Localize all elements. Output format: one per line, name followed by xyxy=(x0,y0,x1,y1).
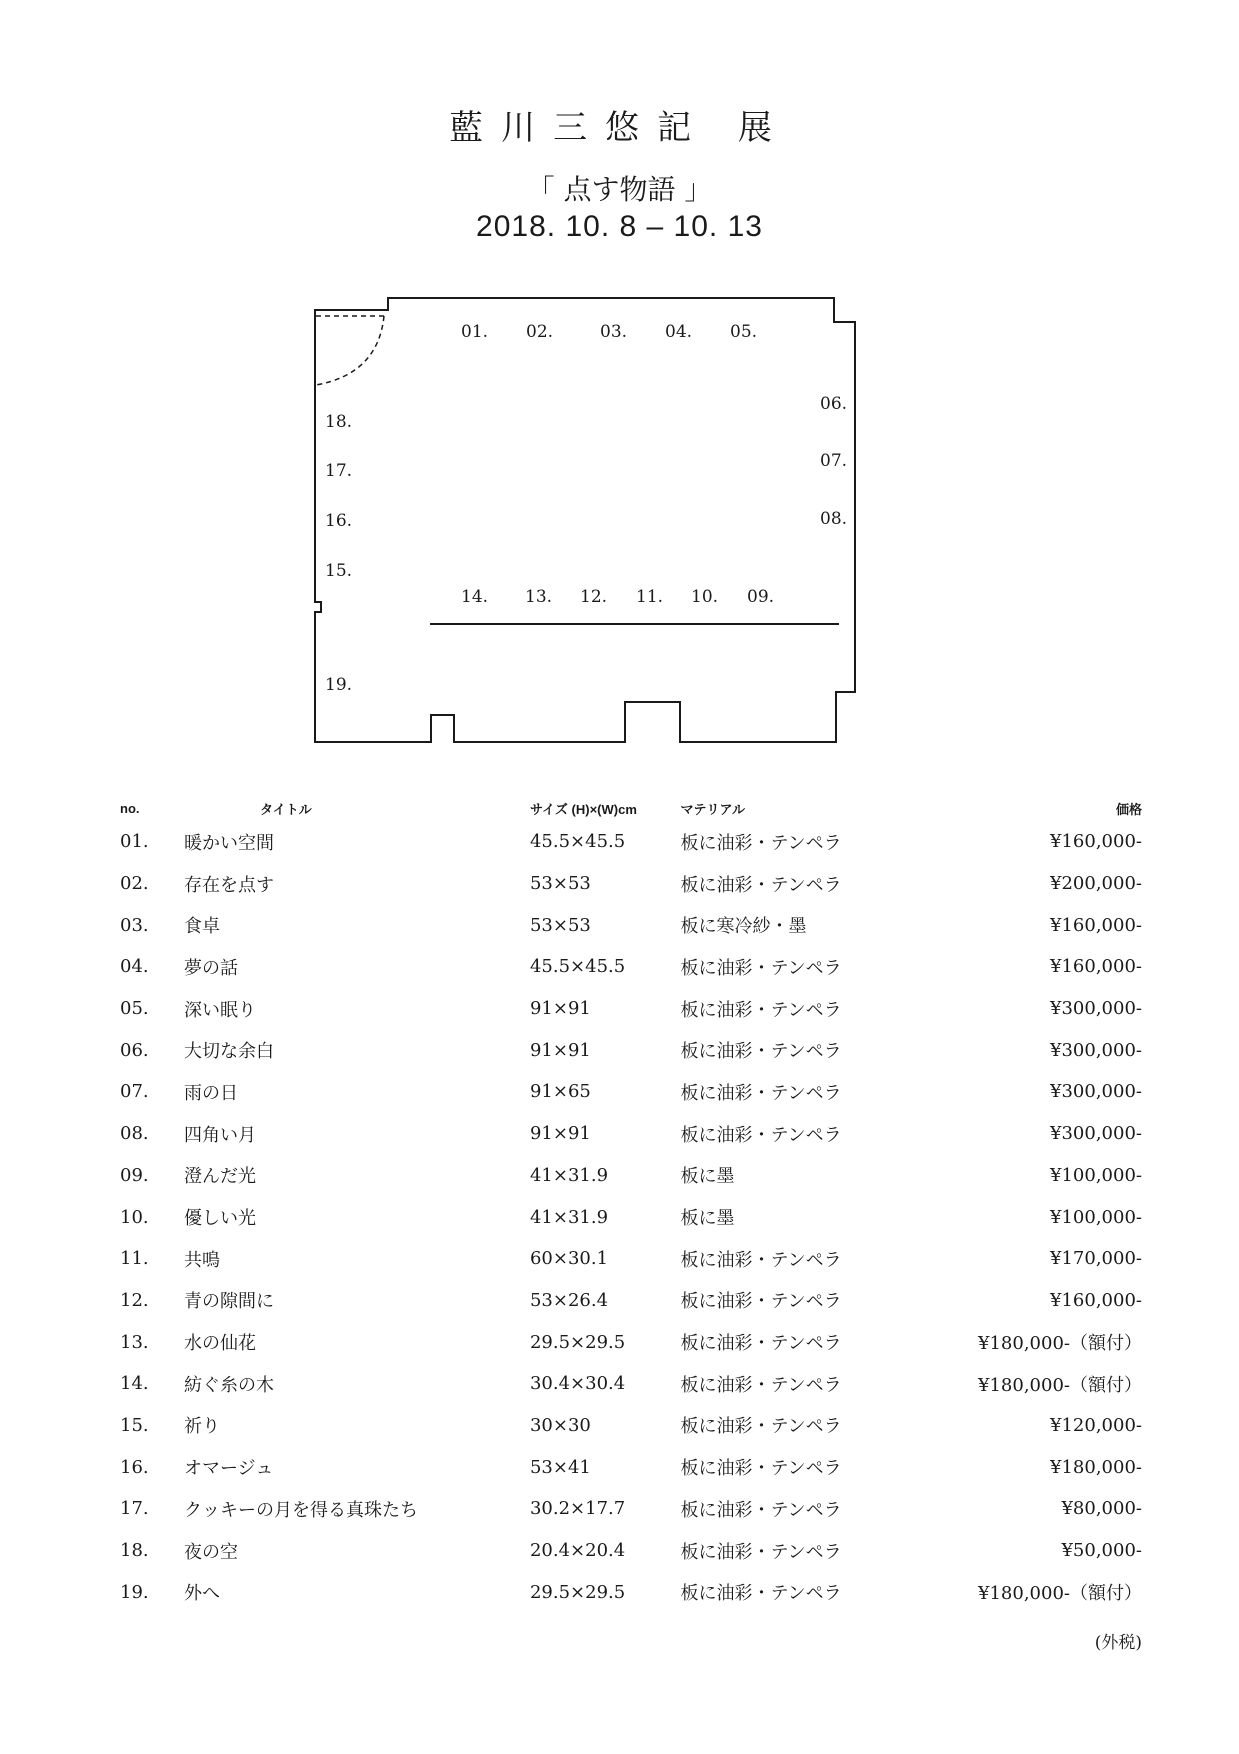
position-label: 12. xyxy=(580,587,608,607)
artwork-no: 02. xyxy=(120,873,149,895)
artwork-material: 板に油彩・テンペラ xyxy=(680,1416,842,1438)
position-label: 06. xyxy=(820,394,848,414)
artwork-size: 53×53 xyxy=(529,873,591,895)
position-label: 04. xyxy=(665,322,693,342)
table-row xyxy=(120,1238,1142,1280)
artwork-material: 板に墨 xyxy=(680,1208,735,1230)
table-row xyxy=(120,821,1142,863)
price-list-body xyxy=(120,821,1142,1613)
position-label: 07. xyxy=(820,451,848,471)
position-label: 05. xyxy=(730,322,758,342)
header-no: no. xyxy=(120,800,140,816)
artwork-material: 板に油彩・テンペラ xyxy=(680,999,842,1021)
artwork-size: 41×31.9 xyxy=(529,1164,609,1186)
artwork-title: 食卓 xyxy=(184,916,221,938)
artwork-price: ¥100,000- xyxy=(1050,1164,1142,1186)
artwork-title: 澄んだ光 xyxy=(184,1166,257,1188)
artwork-no: 05. xyxy=(120,998,149,1020)
table-row xyxy=(120,1488,1142,1530)
artwork-title: 外へ xyxy=(184,1583,221,1605)
artwork-no: 11. xyxy=(120,1248,149,1270)
table-row xyxy=(120,988,1142,1030)
position-label: 19. xyxy=(325,675,353,695)
artwork-price: ¥100,000- xyxy=(1050,1206,1142,1228)
artwork-price: ¥300,000- xyxy=(1050,998,1142,1020)
artwork-material: 板に油彩・テンペラ xyxy=(680,1124,842,1146)
artwork-title: 夢の話 xyxy=(184,957,239,979)
artwork-price: ¥50,000- xyxy=(1061,1540,1142,1562)
exhibition-title: 藍川三悠記 展 xyxy=(449,108,790,148)
artwork-material: 板に油彩・テンペラ xyxy=(680,1374,842,1396)
artwork-no: 04. xyxy=(120,956,149,978)
table-row xyxy=(120,1155,1142,1197)
artwork-price: ¥200,000- xyxy=(1050,873,1142,895)
artwork-price: ¥160,000- xyxy=(1050,956,1142,978)
artwork-title: オマージュ xyxy=(184,1458,274,1480)
position-label: 17. xyxy=(325,461,353,481)
artwork-material: 板に油彩・テンペラ xyxy=(680,1041,842,1063)
table-row xyxy=(120,946,1142,988)
artwork-material: 板に油彩・テンペラ xyxy=(680,1333,842,1355)
artwork-size: 30.2×17.7 xyxy=(529,1498,626,1520)
position-label: 10. xyxy=(691,587,719,607)
position-label: 01. xyxy=(461,322,489,342)
artwork-no: 14. xyxy=(120,1373,149,1395)
table-row xyxy=(120,1113,1142,1155)
artwork-material: 板に油彩・テンペラ xyxy=(680,832,842,854)
artwork-price: ¥180,000- xyxy=(1050,1456,1142,1478)
artwork-no: 03. xyxy=(120,914,149,936)
table-row xyxy=(120,904,1142,946)
artwork-title: 存在を点す xyxy=(184,874,275,896)
price-list xyxy=(120,795,1142,1613)
artwork-price: ¥300,000- xyxy=(1050,1123,1142,1145)
artwork-title: 共鳴 xyxy=(184,1249,221,1271)
artwork-material: 板に油彩・テンペラ xyxy=(680,1541,842,1563)
artwork-material: 板に墨 xyxy=(680,1166,735,1188)
artwork-material: 板に油彩・テンペラ xyxy=(680,1499,842,1521)
artwork-no: 08. xyxy=(120,1123,149,1145)
tax-note: (外税) xyxy=(1094,1633,1142,1653)
artwork-no: 15. xyxy=(120,1414,149,1436)
position-label: 09. xyxy=(747,587,775,607)
artwork-size: 91×91 xyxy=(529,998,591,1020)
exhibition-dates: 2018. 10. 8 – 10. 13 xyxy=(476,210,763,243)
artwork-no: 16. xyxy=(120,1456,149,1478)
artwork-no: 10. xyxy=(120,1206,149,1228)
artwork-price: ¥180,000-（額付） xyxy=(978,1583,1142,1605)
exhibition-subtitle: 「 点す物語 」 xyxy=(526,173,713,206)
artwork-no: 12. xyxy=(120,1289,149,1311)
artwork-title: 紡ぐ糸の木 xyxy=(184,1374,275,1396)
position-label: 15. xyxy=(325,561,353,581)
table-row xyxy=(120,1029,1142,1071)
header-size: サイズ (H)×(W)cm xyxy=(529,801,637,817)
artwork-material: 板に油彩・テンペラ xyxy=(680,957,842,979)
table-row xyxy=(120,1280,1142,1322)
artwork-size: 30.4×30.4 xyxy=(529,1373,626,1395)
artwork-size: 20.4×20.4 xyxy=(529,1540,626,1562)
artwork-price: ¥170,000- xyxy=(1050,1248,1142,1270)
position-label: 18. xyxy=(325,412,353,432)
artwork-size: 53×26.4 xyxy=(529,1289,609,1311)
price-list-header xyxy=(120,795,1142,821)
artwork-size: 60×30.1 xyxy=(529,1248,609,1270)
artwork-title: 夜の空 xyxy=(184,1541,239,1563)
artwork-price: ¥160,000- xyxy=(1050,831,1142,853)
artwork-no: 17. xyxy=(120,1498,149,1520)
artwork-material: 板に油彩・テンペラ xyxy=(680,1082,842,1104)
artwork-title: 暖かい空間 xyxy=(184,832,275,854)
artwork-price: ¥180,000-（額付） xyxy=(978,1374,1142,1396)
artwork-title: 青の隙間に xyxy=(184,1291,275,1313)
table-row xyxy=(120,1530,1142,1572)
table-row xyxy=(120,1405,1142,1447)
artwork-size: 29.5×29.5 xyxy=(529,1331,626,1353)
artwork-material: 板に油彩・テンペラ xyxy=(680,1583,842,1605)
artwork-price: ¥80,000- xyxy=(1061,1498,1142,1520)
artwork-size: 30×30 xyxy=(529,1414,591,1436)
artwork-size: 45.5×45.5 xyxy=(529,956,626,978)
table-row xyxy=(120,1571,1142,1613)
artwork-no: 06. xyxy=(120,1039,149,1061)
header-title: タイトル xyxy=(260,801,312,817)
artwork-title: 大切な余白 xyxy=(184,1041,275,1063)
artwork-title: 祈り xyxy=(184,1416,221,1438)
artwork-size: 45.5×45.5 xyxy=(529,831,626,853)
table-row xyxy=(120,1321,1142,1363)
table-row xyxy=(120,863,1142,905)
table-row xyxy=(120,1071,1142,1113)
artwork-title: 深い眠り xyxy=(184,999,257,1021)
artwork-no: 07. xyxy=(120,1081,149,1103)
floor-plan xyxy=(300,290,890,750)
artwork-price: ¥300,000- xyxy=(1050,1039,1142,1061)
artwork-size: 41×31.9 xyxy=(529,1206,609,1228)
artwork-size: 91×91 xyxy=(529,1039,591,1061)
artwork-size: 91×91 xyxy=(529,1123,591,1145)
artwork-title: クッキーの月を得る真珠たち xyxy=(184,1499,419,1521)
artwork-price: ¥120,000- xyxy=(1050,1414,1142,1436)
artwork-price: ¥160,000- xyxy=(1050,1289,1142,1311)
table-row xyxy=(120,1363,1142,1405)
artwork-size: 91×65 xyxy=(529,1081,591,1103)
position-label: 13. xyxy=(525,587,553,607)
artwork-material: 板に油彩・テンペラ xyxy=(680,1249,842,1271)
header-price: 価格 xyxy=(1115,801,1142,817)
artwork-material: 板に寒冷紗・墨 xyxy=(680,916,807,938)
position-label: 16. xyxy=(325,511,353,531)
artwork-material: 板に油彩・テンペラ xyxy=(680,1458,842,1480)
position-label: 11. xyxy=(636,587,664,607)
artwork-size: 29.5×29.5 xyxy=(529,1581,626,1603)
artwork-no: 01. xyxy=(120,831,149,853)
position-labels xyxy=(325,322,847,695)
artwork-no: 18. xyxy=(120,1540,149,1562)
artwork-no: 13. xyxy=(120,1331,149,1353)
artwork-price: ¥180,000-（額付） xyxy=(978,1333,1142,1355)
door-arc xyxy=(316,316,384,385)
artwork-title: 雨の日 xyxy=(184,1082,239,1104)
artwork-no: 19. xyxy=(120,1581,149,1603)
header-material: マテリアル xyxy=(680,801,746,817)
artwork-material: 板に油彩・テンペラ xyxy=(680,1291,842,1313)
position-label: 02. xyxy=(526,322,554,342)
artwork-price: ¥160,000- xyxy=(1050,914,1142,936)
position-label: 14. xyxy=(461,587,489,607)
artwork-size: 53×53 xyxy=(529,914,591,936)
artwork-price: ¥300,000- xyxy=(1050,1081,1142,1103)
floor-plan-outline xyxy=(315,298,855,742)
table-row xyxy=(120,1196,1142,1238)
artwork-title: 水の仙花 xyxy=(184,1333,257,1355)
table-row xyxy=(120,1446,1142,1488)
artwork-title: 優しい光 xyxy=(184,1208,257,1230)
artwork-size: 53×41 xyxy=(529,1456,591,1478)
artwork-material: 板に油彩・テンペラ xyxy=(680,874,842,896)
position-label: 08. xyxy=(820,509,848,529)
artwork-title: 四角い月 xyxy=(184,1124,257,1146)
position-label: 03. xyxy=(600,322,628,342)
artwork-no: 09. xyxy=(120,1164,149,1186)
